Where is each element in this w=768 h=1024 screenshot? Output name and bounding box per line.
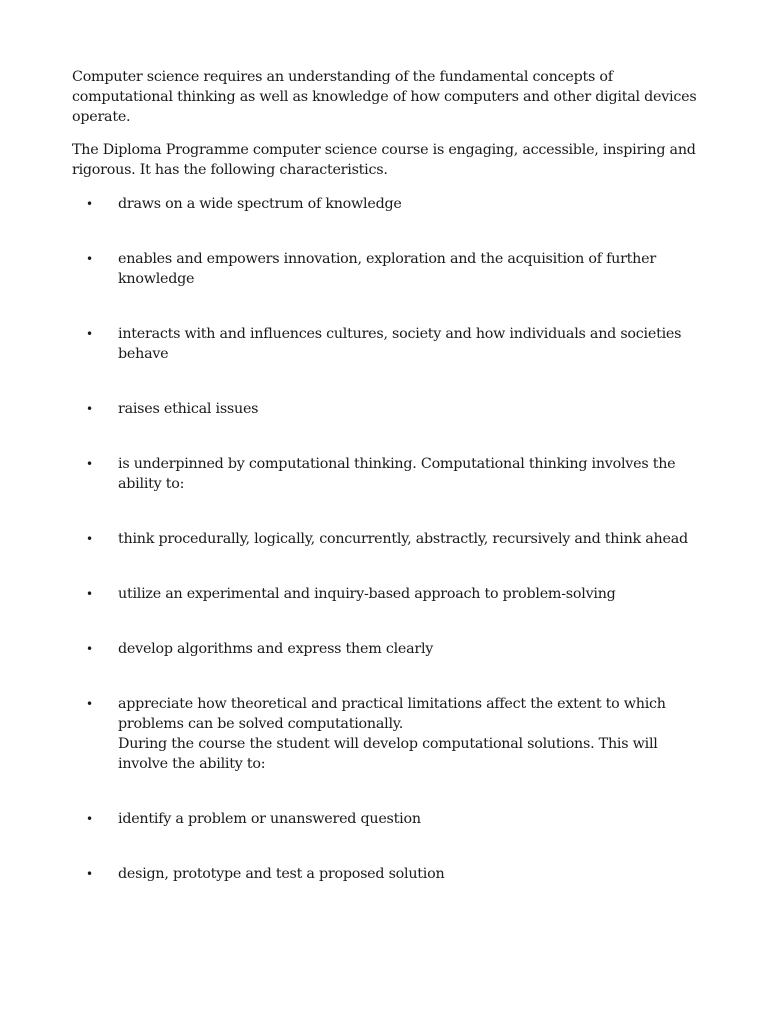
list-item: [72, 864, 702, 884]
list-item: [72, 324, 702, 364]
list-item: [72, 249, 702, 289]
list-item-text: appreciate how theoretical and practical limitations affect the extent to which problems can be solved computationally.: [118, 696, 666, 732]
bullet-icon: •: [86, 587, 93, 601]
list-item-continuation-text: During the course the student will develop computational solutions. This will involve the ability to:: [118, 736, 658, 772]
list-item: [72, 194, 702, 214]
bullet-icon: •: [86, 327, 93, 341]
list-item: [72, 694, 702, 774]
list-item-text: utilize an experimental and inquiry-based approach to problem-solving: [118, 586, 616, 602]
bullet-icon: •: [86, 197, 93, 211]
characteristics-list: [72, 194, 702, 884]
list-item: [72, 809, 702, 829]
list-item-text: think procedurally, logically, concurrently, abstractly, recursively and think ahead: [118, 531, 688, 547]
document-body: [72, 67, 702, 884]
list-item-text: raises ethical issues: [118, 401, 259, 417]
bullet-icon: •: [86, 697, 93, 711]
characteristics-paragraph: The Diploma Programme computer science course is engaging, accessible, inspiring and rigorous. It has the following characteristics.: [72, 142, 696, 178]
list-item-text: design, prototype and test a proposed solution: [118, 866, 445, 882]
list-item-text: identify a problem or unanswered question: [118, 811, 421, 827]
list-item-text: is underpinned by computational thinking. Computational thinking involves the ability to:: [118, 456, 676, 492]
bullet-icon: •: [86, 812, 93, 826]
list-item-text: enables and empowers innovation, exploration and the acquisition of further knowledge: [118, 251, 656, 287]
intro-paragraph: Computer science requires an understanding of the fundamental concepts of computational thinking as well as knowledge of how computers and other digital devices operate.: [72, 69, 697, 125]
bullet-icon: •: [86, 457, 93, 471]
list-item-text: interacts with and influences cultures, society and how individuals and societies behave: [118, 326, 682, 362]
list-item: [72, 454, 702, 494]
bullet-icon: •: [86, 642, 93, 656]
list-item-text: draws on a wide spectrum of knowledge: [118, 196, 402, 212]
list-item: [72, 399, 702, 419]
bullet-icon: •: [86, 532, 93, 546]
list-item-text: develop algorithms and express them clearly: [118, 641, 434, 657]
list-item: [72, 529, 702, 549]
bullet-icon: •: [86, 402, 93, 416]
list-item: [72, 584, 702, 604]
bullet-icon: •: [86, 252, 93, 266]
bullet-icon: •: [86, 867, 93, 881]
list-item: [72, 639, 702, 659]
